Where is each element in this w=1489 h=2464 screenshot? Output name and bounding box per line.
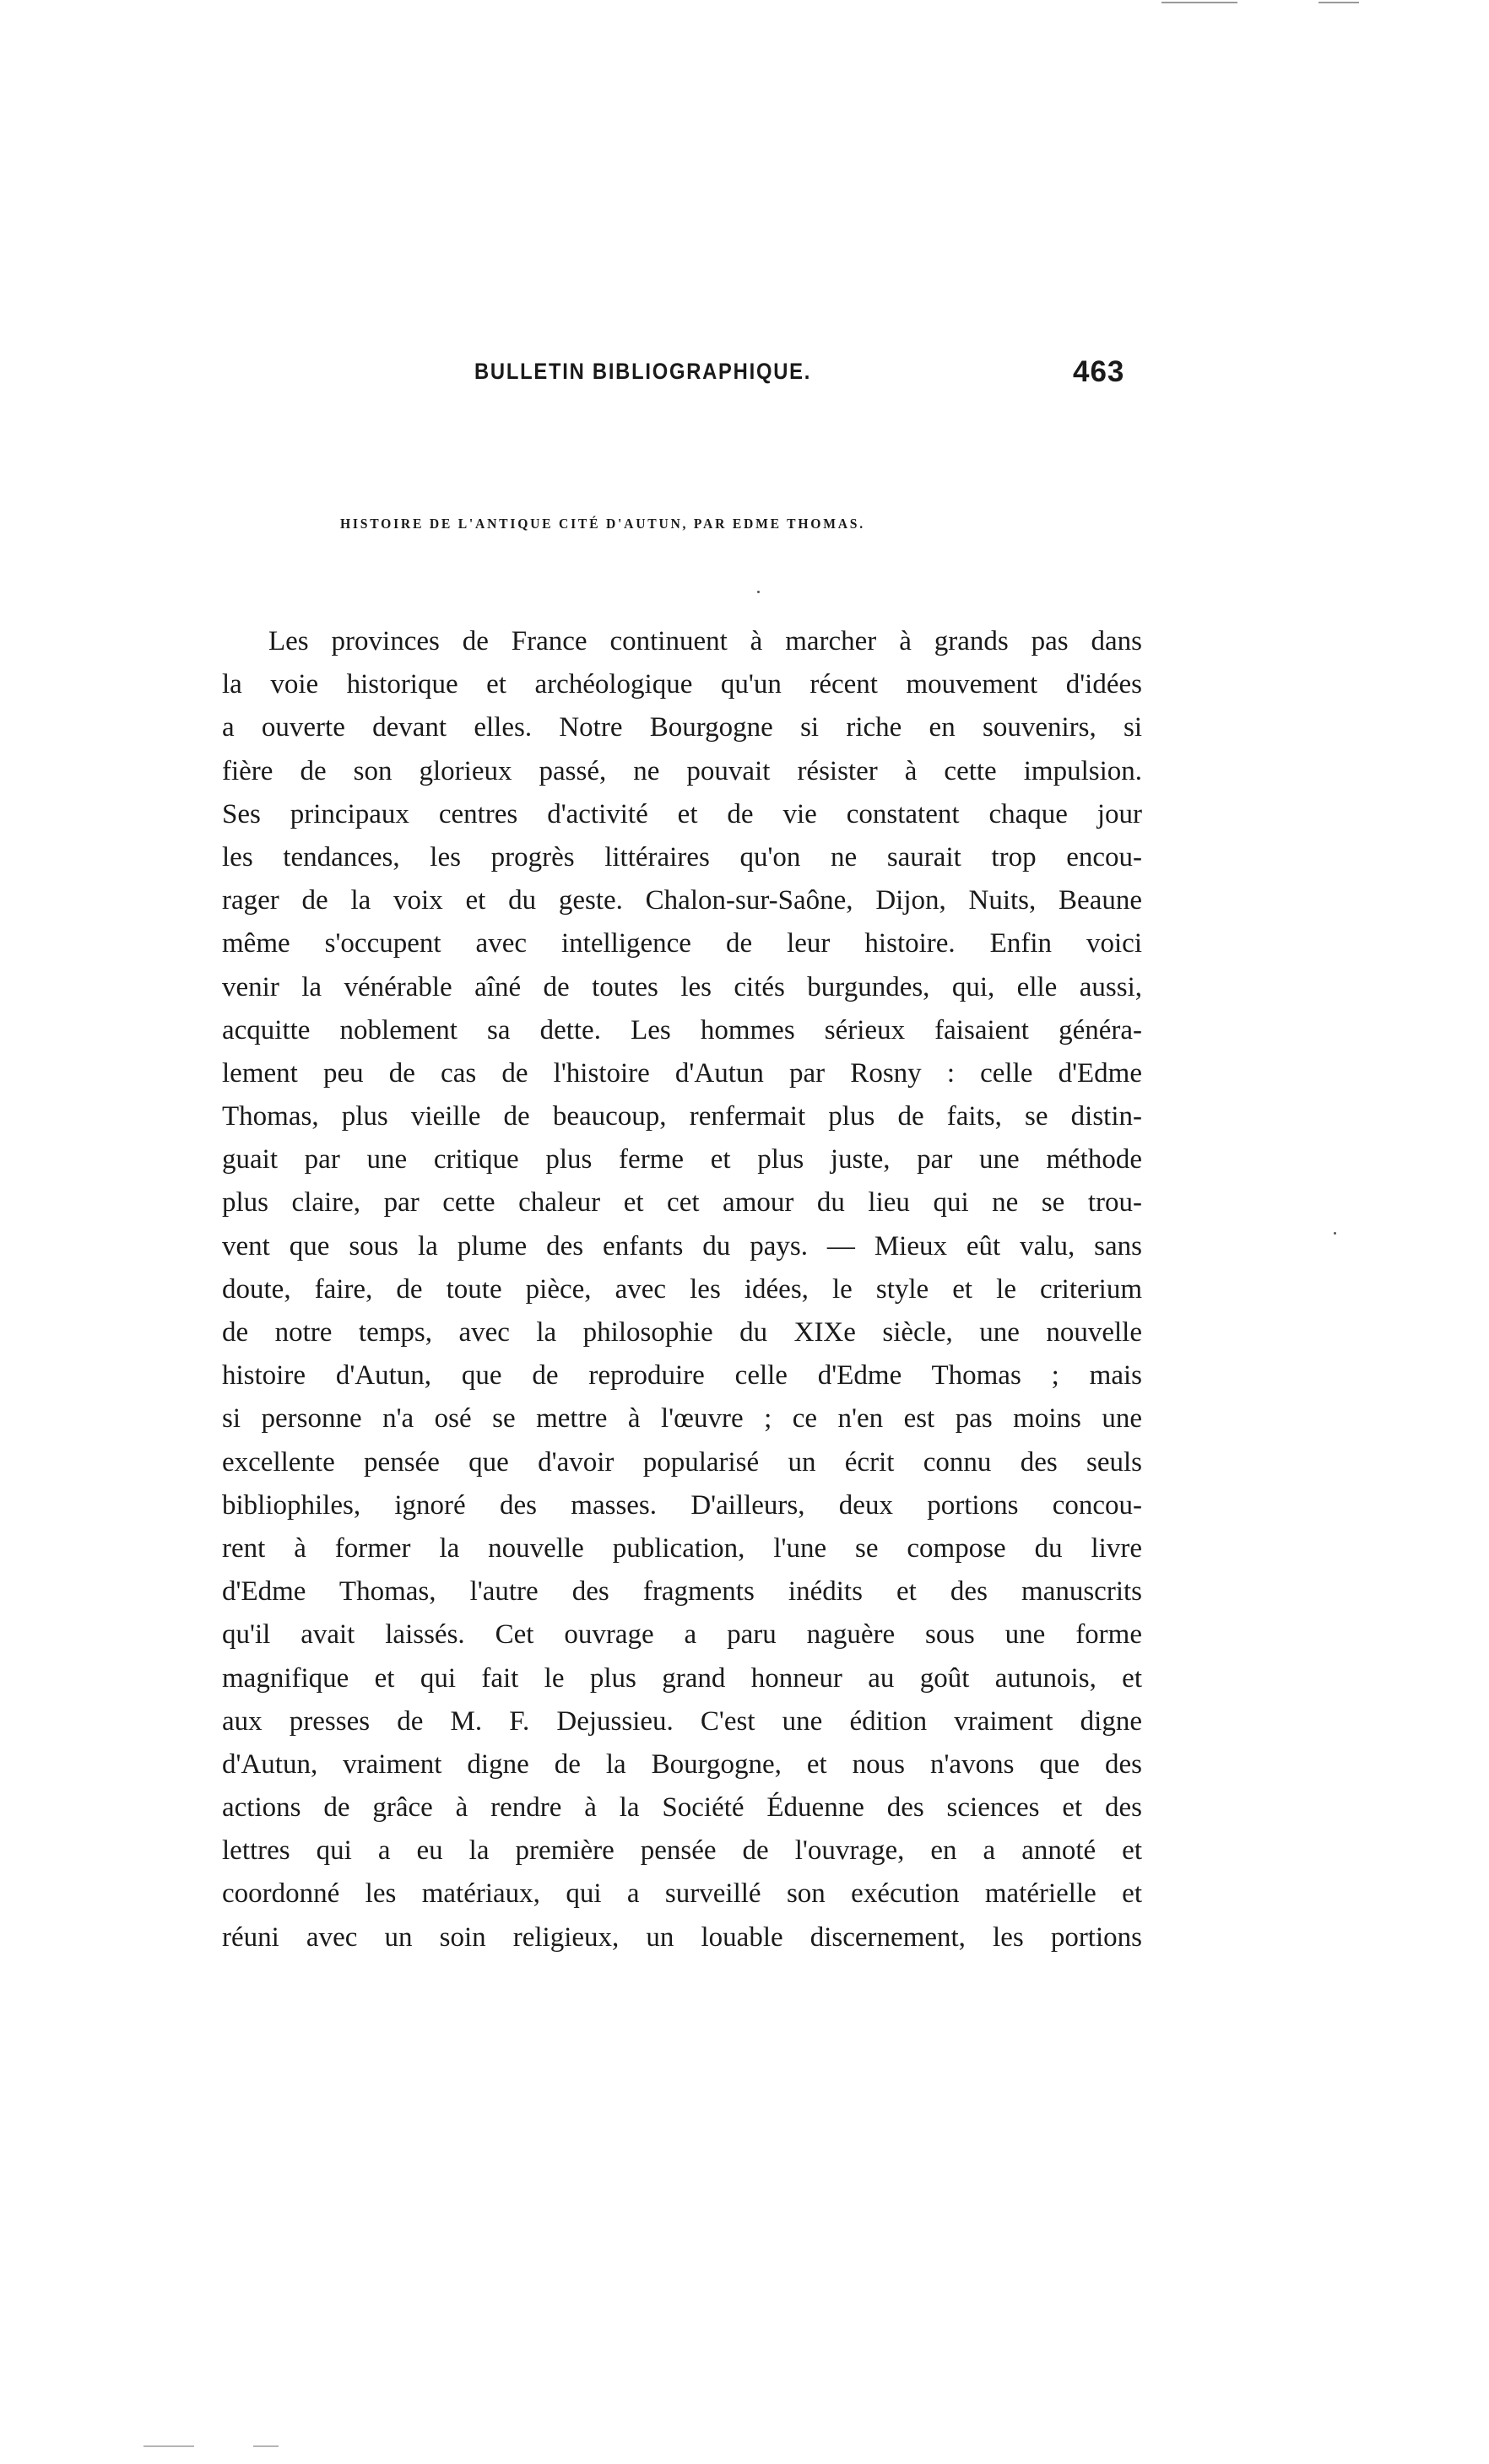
speck-mark	[1334, 1232, 1336, 1235]
text-line: Les provinces de France continuent à marcher à grands pas dans	[268, 626, 1142, 657]
text-line: réuni avec un soin religieux, un louable discernement, les portions	[222, 1921, 1142, 1953]
text-line: excellente pensée que d'avoir popularisé un écrit connu des seuls	[222, 1446, 1142, 1478]
text-line: acquitte noblement sa dette. Les hommes sérieux faisaient généra-	[222, 1014, 1142, 1046]
text-line: les tendances, les progrès littéraires qu'on ne saurait trop encou-	[222, 841, 1142, 873]
running-head: BULLETIN BIBLIOGRAPHIQUE.	[474, 359, 812, 384]
text-line: vent que sous la plume des enfants du pays. — Mieux eût valu, sans	[222, 1230, 1142, 1262]
text-line: histoire d'Autun, que de reproduire celle d'Edme Thomas ; mais	[222, 1360, 1142, 1391]
bottom-edge-rule-2	[253, 2445, 279, 2447]
text-line: Thomas, plus vieille de beaucoup, renfermait plus de faits, se distin-	[222, 1101, 1142, 1132]
text-line: même s'occupent avec intelligence de leur histoire. Enfin voici	[222, 928, 1142, 959]
top-edge-rule-right-1	[1161, 2, 1237, 3]
text-line: guait par une critique plus ferme et plus juste, par une méthode	[222, 1144, 1142, 1175]
text-line: a ouverte devant elles. Notre Bourgogne si riche en souvenirs, si	[222, 712, 1142, 743]
text-line: rager de la voix et du geste. Chalon-sur-Saône, Dijon, Nuits, Beaune	[222, 885, 1142, 916]
text-line: qu'il avait laissés. Cet ouvrage a paru naguère sous une forme	[222, 1619, 1142, 1651]
text-line: fière de son glorieux passé, ne pouvait résister à cette impulsion.	[222, 755, 1142, 786]
text-line: bibliophiles, ignoré des masses. D'ailleurs, deux portions concou-	[222, 1489, 1142, 1521]
text-line: magnifique et qui fait le plus grand honneur au goût autunois, et	[222, 1662, 1142, 1694]
text-line: coordonné les matériaux, qui a surveillé son exécution matérielle et	[222, 1878, 1142, 1910]
section-title: HISTOIRE DE L'ANTIQUE CITÉ D'AUTUN, PAR EDME THOMAS.	[340, 516, 865, 532]
text-line: plus claire, par cette chaleur et cet amour du lieu qui ne se trou-	[222, 1187, 1142, 1218]
text-line: la voie historique et archéologique qu'un récent mouvement d'idées	[222, 669, 1142, 700]
text-line: lement peu de cas de l'histoire d'Autun par Rosny : celle d'Edme	[222, 1057, 1142, 1089]
text-line: d'Edme Thomas, l'autre des fragments inédits et des manuscrits	[222, 1576, 1142, 1608]
text-line: aux presses de M. F. Dejussieu. C'est une édition vraiment digne	[222, 1705, 1142, 1737]
body-text	[222, 620, 1142, 1959]
text-line: de notre temps, avec la philosophie du XIXe siècle, une nouvelle	[222, 1317, 1142, 1348]
text-line: rent à former la nouvelle publication, l'une se compose du livre	[222, 1532, 1142, 1564]
text-line: d'Autun, vraiment digne de la Bourgogne, et nous n'avons que des	[222, 1748, 1142, 1780]
page-header	[0, 355, 1489, 392]
text-line: Ses principaux centres d'activité et de vie constatent chaque jour	[222, 798, 1142, 829]
text-line: si personne n'a osé se mettre à l'œuvre ; ce n'en est pas moins une	[222, 1403, 1142, 1435]
text-line: venir la vénérable aîné de toutes les cités burgundes, qui, elle aussi,	[222, 971, 1142, 1002]
top-edge-rule-right-2	[1318, 2, 1359, 3]
text-line: doute, faire, de toute pièce, avec les idées, le style et le criterium	[222, 1273, 1142, 1305]
text-line: lettres qui a eu la première pensée de l'ouvrage, en a annoté et	[222, 1835, 1142, 1867]
text-line: actions de grâce à rendre à la Société Éduenne des sciences et des	[222, 1792, 1142, 1824]
page-number: 463	[1073, 355, 1125, 388]
speck-mark	[757, 591, 760, 593]
bottom-edge-rule-1	[143, 2445, 194, 2447]
